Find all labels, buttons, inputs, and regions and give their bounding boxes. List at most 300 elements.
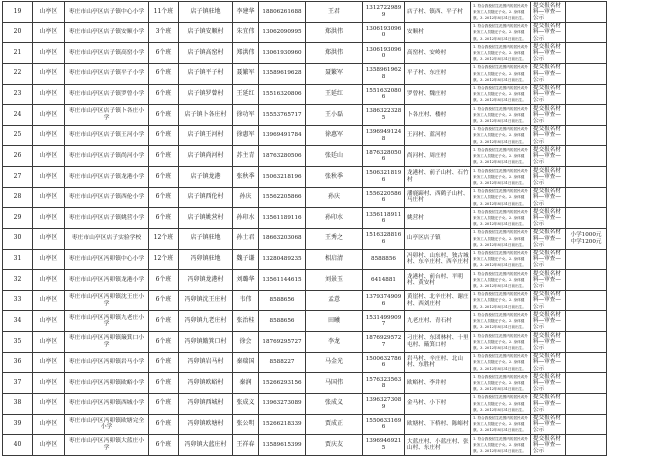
enrollment-villages: 罗曾村、魏庄村 xyxy=(407,91,447,98)
enrollment-conditions: 1. 符合我校招生范围内的居民或外来务工人员随迁子女。2. 身体健康。3. 2012年8月31日前出生。 xyxy=(473,354,528,371)
school-address: 冯卯镇欧峪村 xyxy=(187,378,224,386)
contact-phone: 15163288166 xyxy=(365,232,402,245)
district: 山亭区 xyxy=(39,234,58,242)
school-address: 冯卯镇簸箕口村 xyxy=(184,337,227,345)
enrollment-procedure: 提交报名材料—审查—公示 xyxy=(533,2,561,21)
row-number: 21 xyxy=(13,48,22,56)
class-count: 6个班 xyxy=(155,172,172,180)
enrollment-villages: 姚营村 xyxy=(407,214,424,221)
enrollment-procedure-cell xyxy=(531,2,566,22)
contact-phone-cell xyxy=(363,373,405,393)
principal-phone-cell xyxy=(259,167,306,187)
fee-note-cell xyxy=(566,353,607,373)
school-name-cell xyxy=(65,85,149,105)
principal-name: 徐惠军 xyxy=(236,131,255,139)
enrollment-villages: 王河村、蓝河村 xyxy=(407,132,447,139)
enrollment-conditions: 1. 符合我校招生范围内的居民或外来务工人员随迁子女。2. 身体健康。3. 2012年8月31日前出生。 xyxy=(473,168,528,185)
enrollment-villages: 尚河村、周庄村 xyxy=(407,152,447,159)
principal-name: 张成义 xyxy=(236,399,255,407)
contact-name: 王延红 xyxy=(324,90,343,98)
contact-name: 相启清 xyxy=(324,255,343,263)
school-address-cell xyxy=(179,332,233,352)
row-number: 40 xyxy=(13,440,22,448)
principal-name: 聂繁军 xyxy=(236,69,255,77)
principal-name: 孙印水 xyxy=(236,213,255,221)
enrollment-villages: 平子村、东庄村 xyxy=(407,70,447,77)
school-name: 枣庄市山亭区冯卯镇沈王庄小学 xyxy=(68,294,145,307)
principal-phone: 15266293156 xyxy=(262,379,302,386)
district-cell xyxy=(33,85,65,105)
principal-phone: 13062090995 xyxy=(262,29,302,36)
row-number: 27 xyxy=(13,172,22,180)
table-row xyxy=(3,146,607,167)
table-row xyxy=(3,64,607,85)
class-count-cell xyxy=(149,311,179,331)
principal-name-cell xyxy=(233,43,259,63)
district: 山亭区 xyxy=(39,28,58,36)
school-name-cell xyxy=(65,2,149,22)
class-count: 6个班 xyxy=(155,213,172,221)
contact-name: 孙印水 xyxy=(324,213,343,221)
principal-name-cell xyxy=(233,373,259,393)
row-number: 24 xyxy=(13,110,22,118)
contact-phone: 18763280506 xyxy=(365,149,402,163)
class-count: 6个班 xyxy=(155,378,172,386)
contact-phone-cell xyxy=(363,250,405,270)
class-count-cell xyxy=(149,394,179,414)
enrollment-villages: 龙港村、前子山村、石竹村 xyxy=(407,170,469,183)
enrollment-conditions: 1. 符合我校招生范围内的居民或外来务工人员随迁子女。2. 身体健康。3. 2012年8月31日前出生。 xyxy=(473,209,528,227)
school-address: 店子镇安顺村 xyxy=(187,28,224,36)
table-row xyxy=(3,105,607,126)
row-number: 25 xyxy=(13,131,22,139)
enrollment-conditions-cell xyxy=(471,373,531,393)
principal-phone-cell xyxy=(259,291,306,311)
principal-name: 孙庆 xyxy=(239,193,252,201)
school-address-cell xyxy=(179,43,233,63)
fee-note-cell xyxy=(566,435,607,455)
school-name-cell xyxy=(65,126,149,146)
contact-name: 郑洪伟 xyxy=(324,28,343,36)
enrollment-villages-cell xyxy=(405,270,471,290)
enrollment-conditions-cell xyxy=(471,250,531,270)
class-count: 6个班 xyxy=(155,275,172,283)
enrollment-villages-cell xyxy=(405,353,471,373)
enrollment-procedure-cell xyxy=(531,43,566,63)
contact-phone-cell xyxy=(363,167,405,187)
principal-phone-cell xyxy=(259,146,306,166)
table-row xyxy=(3,208,607,229)
class-count: 6个班 xyxy=(155,316,172,324)
principal-name: 韦伟 xyxy=(239,296,252,304)
principal-name-cell xyxy=(233,208,259,228)
principal-phone-cell xyxy=(259,105,306,125)
school-name-cell xyxy=(65,250,149,270)
principal-name: 苏主青 xyxy=(236,151,255,159)
contact-phone: 15516320806 xyxy=(365,87,402,101)
row-number: 20 xyxy=(13,28,22,36)
fee-note-cell xyxy=(566,188,607,208)
enrollment-villages: 黄崖村、北辛庄村、谢庄村、西刘庄村 xyxy=(407,294,469,307)
row-number: 39 xyxy=(13,420,22,428)
enrollment-procedure: 提交报名材料—审查—公示 xyxy=(533,126,561,145)
principal-phone-cell xyxy=(259,43,306,63)
contact-name: 李龙 xyxy=(327,337,340,345)
school-name-cell xyxy=(65,43,149,63)
enrollment-conditions: 1. 符合我校招生范围内的居民或外来务工人员随迁子女。2. 身体健康。3. 2012年8月31日前出生。 xyxy=(473,127,528,144)
class-count-cell xyxy=(149,105,179,125)
school-name-cell xyxy=(65,415,149,435)
school-name: 枣庄市山亭区冯卯镇欧峪小学 xyxy=(68,379,145,386)
school-name-cell xyxy=(65,270,149,290)
principal-name-cell xyxy=(233,332,259,352)
school-name-cell xyxy=(65,23,149,43)
enrollment-conditions-cell xyxy=(471,188,531,208)
row-number: 30 xyxy=(13,234,22,242)
table-row xyxy=(3,311,607,332)
enrollment-procedure-cell xyxy=(531,291,566,311)
enrollment-conditions: 1. 符合我校招生范围内的居民或外来务工人员随迁子女。2. 身体健康。3. 2012年8月31日前出生。 xyxy=(473,416,528,433)
enrollment-procedure-cell xyxy=(531,415,566,435)
school-address-cell xyxy=(179,167,233,187)
table-row xyxy=(3,250,607,271)
school-address: 店子镇尚河村 xyxy=(187,151,224,159)
school-address: 店子镇驻地 xyxy=(190,7,221,15)
district: 山亭区 xyxy=(39,7,58,15)
contact-phone-cell xyxy=(363,291,405,311)
school-address-cell xyxy=(179,126,233,146)
principal-name-cell xyxy=(233,146,259,166)
principal-phone-cell xyxy=(259,353,306,373)
enrollment-procedure-cell xyxy=(531,332,566,352)
enrollment-villages: 卜各庄村、楼村 xyxy=(407,111,447,118)
district: 山亭区 xyxy=(39,69,58,77)
school-address: 冯卯镇龙港村 xyxy=(187,275,224,283)
enrollment-procedure: 提交报名材料—审查—公示 xyxy=(533,353,561,372)
contact-phone-cell xyxy=(363,208,405,228)
contact-phone: 15562205866 xyxy=(365,190,402,204)
enrollment-villages-cell xyxy=(405,105,471,125)
enrollment-conditions: 1. 符合我校招生范围内的居民或外来务工人员随迁子女。2. 身体健康。3. 2012年8月31日前出生。 xyxy=(473,395,528,412)
school-address-cell xyxy=(179,208,233,228)
table-row xyxy=(3,394,607,415)
enrollment-conditions: 1. 符合我校招生范围内的居民或外来务工人员随迁子女。2. 身体健康。3. 2012年8月31日前出生。 xyxy=(473,65,528,82)
principal-phone-cell xyxy=(259,23,306,43)
enrollment-procedure-cell xyxy=(531,167,566,187)
principal-name: 秦瑞国 xyxy=(236,358,255,366)
school-name: 枣庄市山亭区冯卯镇欧塘完全小学 xyxy=(68,417,145,431)
class-count: 6个班 xyxy=(155,131,172,139)
principal-name-cell xyxy=(233,2,259,22)
district: 山亭区 xyxy=(39,213,58,221)
enrollment-villages: 安顺村 xyxy=(407,29,424,36)
principal-name: 徐会 xyxy=(239,337,252,345)
enrollment-conditions-cell xyxy=(471,270,531,290)
row-number: 33 xyxy=(13,296,22,304)
table-row xyxy=(3,332,607,353)
district-cell xyxy=(33,415,65,435)
school-address-cell xyxy=(179,23,233,43)
contact-phone: 13061930960 xyxy=(365,46,402,60)
district-cell xyxy=(33,105,65,125)
school-address: 店子镇西伦村 xyxy=(187,193,224,201)
enrollment-conditions-cell xyxy=(471,394,531,414)
school-address: 冯卯镇九老庄村 xyxy=(184,316,227,324)
table-row xyxy=(3,291,607,312)
class-count: 6个班 xyxy=(155,90,172,98)
row-number-cell xyxy=(3,311,33,331)
table-row xyxy=(3,2,607,23)
enrollment-procedure: 提交报名材料—审查—公示 xyxy=(533,435,561,455)
contact-phone: 18769295727 xyxy=(365,335,402,348)
contact-name: 郑洪伟 xyxy=(324,48,343,56)
enrollment-procedure-cell xyxy=(531,311,566,331)
principal-phone: 15063218196 xyxy=(262,173,302,180)
class-count: 3个班 xyxy=(155,28,172,36)
school-address: 冯卯镇欧塘村 xyxy=(187,420,224,428)
principal-phone: 8588227 xyxy=(269,359,295,366)
enrollment-conditions-cell xyxy=(471,167,531,187)
class-count-cell xyxy=(149,43,179,63)
row-number: 35 xyxy=(13,337,22,345)
fee-note-cell xyxy=(566,167,607,187)
contact-name-cell xyxy=(306,208,363,228)
table-row xyxy=(3,85,607,106)
principal-name-cell xyxy=(233,270,259,290)
enrollment-conditions: 1. 符合我校招生范围内的居民或外来务工人员随迁子女。2. 身体健康。3. 2012年8月31日前出生。 xyxy=(473,189,528,206)
fee-note-cell xyxy=(566,250,607,270)
contact-phone-cell xyxy=(363,415,405,435)
contact-name-cell xyxy=(306,435,363,455)
contact-phone: 15006327866 xyxy=(365,355,402,369)
principal-phone-cell xyxy=(259,373,306,393)
row-number: 23 xyxy=(13,90,22,98)
principal-name-cell xyxy=(233,415,259,435)
school-name-cell xyxy=(65,332,149,352)
enrollment-table xyxy=(2,1,607,456)
contact-phone: 13127229899 xyxy=(365,5,402,18)
school-address: 冯卯镇沈王庄村 xyxy=(184,296,227,304)
school-name: 枣庄市山亭区冯卯镇簸箕口小学 xyxy=(68,335,145,348)
contact-phone-cell xyxy=(363,23,405,43)
fee-note-cell xyxy=(566,105,607,125)
school-address: 店子镇王河村 xyxy=(187,131,224,139)
school-address-cell xyxy=(179,373,233,393)
school-address: 店子镇平子村 xyxy=(187,69,224,77)
table-row xyxy=(3,373,607,394)
enrollment-villages-cell xyxy=(405,23,471,43)
school-address-cell xyxy=(179,2,233,22)
principal-phone-cell xyxy=(259,415,306,435)
class-count-cell xyxy=(149,23,179,43)
enrollment-procedure-cell xyxy=(531,23,566,43)
contact-name: 刘景玉 xyxy=(324,275,343,283)
school-name: 枣庄市山亭区冯卯镇龙港小学 xyxy=(68,276,145,283)
enrollment-villages-cell xyxy=(405,332,471,352)
contact-name-cell xyxy=(306,311,363,331)
class-count: 6个班 xyxy=(155,296,172,304)
class-count-cell xyxy=(149,415,179,435)
enrollment-conditions-cell xyxy=(471,105,531,125)
enrollment-conditions-cell xyxy=(471,291,531,311)
school-name-cell xyxy=(65,353,149,373)
district-cell xyxy=(33,64,65,84)
enrollment-procedure-cell xyxy=(531,250,566,270)
table-row xyxy=(3,23,607,44)
contact-name-cell xyxy=(306,85,363,105)
row-number-cell xyxy=(3,126,33,146)
principal-name: 张治桂 xyxy=(236,316,255,324)
principal-phone-cell xyxy=(259,64,306,84)
contact-name-cell xyxy=(306,126,363,146)
enrollment-procedure-cell xyxy=(531,373,566,393)
district-cell xyxy=(33,126,65,146)
district-cell xyxy=(33,229,65,249)
principal-name: 朱宜伟 xyxy=(236,28,255,36)
principal-name: 张公明 xyxy=(236,420,255,428)
school-name: 枣庄市山亭区店子实验学校 xyxy=(71,235,142,242)
principal-name: 孙士君 xyxy=(236,234,255,242)
table-row xyxy=(3,415,607,436)
contact-phone-cell xyxy=(363,353,405,373)
principal-phone-cell xyxy=(259,208,306,228)
row-number-cell xyxy=(3,373,33,393)
school-address: 冯卯镇西城村 xyxy=(187,399,224,407)
district-cell xyxy=(33,167,65,187)
contact-name-cell xyxy=(306,250,363,270)
enrollment-villages-cell xyxy=(405,291,471,311)
contact-name: 王秀之 xyxy=(324,234,343,242)
row-number-cell xyxy=(3,85,33,105)
enrollment-conditions: 1. 符合我校招生范围内的居民或外来务工人员随迁子女。2. 身体健康。3. 2012年8月31日前出生。 xyxy=(473,3,528,20)
principal-name-cell xyxy=(233,353,259,373)
school-name: 枣庄市山亭区店子镇安顺小学 xyxy=(68,29,145,36)
contact-phone: 15506331696 xyxy=(365,417,402,431)
enrollment-villages: 山亭区店子镇 xyxy=(407,235,441,242)
enrollment-villages-cell xyxy=(405,126,471,146)
principal-name: 张秋季 xyxy=(236,172,255,180)
principal-name: 秦润 xyxy=(239,378,252,386)
fee-note-cell xyxy=(566,270,607,290)
district: 山亭区 xyxy=(39,255,58,263)
principal-phone: 13963273089 xyxy=(262,400,302,407)
enrollment-villages-cell xyxy=(405,2,471,22)
contact-phone: 15314999097 xyxy=(365,314,402,328)
row-number: 19 xyxy=(13,7,22,15)
principal-phone-cell xyxy=(259,85,306,105)
enrollment-procedure: 提交报名材料—审查—公示 xyxy=(533,105,561,125)
contact-name: 王小磊 xyxy=(324,110,343,118)
school-address-cell xyxy=(179,250,233,270)
class-count: 6个班 xyxy=(155,193,172,201)
enrollment-procedure-cell xyxy=(531,85,566,105)
district-cell xyxy=(33,208,65,228)
fee-note-cell xyxy=(566,146,607,166)
contact-name: 徐惠军 xyxy=(324,131,343,139)
school-name-cell xyxy=(65,291,149,311)
enrollment-procedure-cell xyxy=(531,208,566,228)
contact-phone: 13969469215 xyxy=(365,438,402,451)
principal-phone: 18806261688 xyxy=(262,8,302,15)
school-address-cell xyxy=(179,270,233,290)
enrollment-conditions-cell xyxy=(471,229,531,249)
school-address: 冯卯镇大蓝庄村 xyxy=(184,440,227,448)
principal-name-cell xyxy=(233,64,259,84)
contact-name-cell xyxy=(306,43,363,63)
principal-name: 刘璐华 xyxy=(236,275,255,283)
contact-phone: 6414881 xyxy=(371,276,396,283)
district: 山亭区 xyxy=(39,48,58,56)
principal-phone: 13061930960 xyxy=(262,49,302,56)
table-row xyxy=(3,188,607,209)
school-name-cell xyxy=(65,188,149,208)
school-address: 冯卯镇驻地 xyxy=(190,255,221,263)
enrollment-villages-cell xyxy=(405,229,471,249)
row-number-cell xyxy=(3,435,33,455)
contact-phone-cell xyxy=(363,146,405,166)
principal-phone: 8588656 xyxy=(269,317,295,324)
enrollment-villages-cell xyxy=(405,373,471,393)
contact-phone-cell xyxy=(363,64,405,84)
principal-name: 王祥春 xyxy=(236,440,255,448)
school-address-cell xyxy=(179,291,233,311)
principal-phone: 13561189116 xyxy=(262,214,302,221)
school-name-cell xyxy=(65,373,149,393)
enrollment-villages: 冯卯村、山东村、独古城村、东辛庄村、西辛庄村 xyxy=(407,252,469,266)
enrollment-procedure: 提交报名材料—审查—公示 xyxy=(533,146,561,166)
district: 山亭区 xyxy=(39,358,58,366)
school-name: 枣庄市山亭区冯卯镇西城小学 xyxy=(68,400,145,407)
principal-phone: 13969491784 xyxy=(262,132,302,139)
principal-name-cell xyxy=(233,85,259,105)
row-number-cell xyxy=(3,188,33,208)
fee-note-cell xyxy=(566,229,607,249)
enrollment-conditions-cell xyxy=(471,23,531,43)
school-name-cell xyxy=(65,167,149,187)
enrollment-procedure: 提交报名材料—审查—公示 xyxy=(533,85,561,104)
fee-note-cell xyxy=(566,23,607,43)
principal-name-cell xyxy=(233,394,259,414)
contact-name: 聂繁军 xyxy=(324,69,343,77)
enrollment-procedure: 提交报名材料—审查—公示 xyxy=(533,311,561,331)
contact-name-cell xyxy=(306,188,363,208)
class-count-cell xyxy=(149,291,179,311)
class-count: 6个班 xyxy=(155,337,172,345)
enrollment-procedure-cell xyxy=(531,435,566,455)
class-count-cell xyxy=(149,250,179,270)
contact-phone: 15063218196 xyxy=(365,170,402,183)
enrollment-conditions-cell xyxy=(471,64,531,84)
principal-phone: 15516320806 xyxy=(262,91,302,98)
district: 山亭区 xyxy=(39,131,58,139)
principal-name-cell xyxy=(233,229,259,249)
enrollment-conditions-cell xyxy=(471,43,531,63)
district: 山亭区 xyxy=(39,296,58,304)
school-name: 枣庄市山亭区店子镇中心小学 xyxy=(68,8,145,15)
contact-phone-cell xyxy=(363,394,405,414)
enrollment-conditions-cell xyxy=(471,208,531,228)
class-count-cell xyxy=(149,353,179,373)
row-number-cell xyxy=(3,43,33,63)
contact-name-cell xyxy=(306,415,363,435)
contact-phone: 15763235638 xyxy=(365,376,402,390)
fee-note-cell xyxy=(566,85,607,105)
enrollment-villages-cell xyxy=(405,208,471,228)
district-cell xyxy=(33,188,65,208)
principal-phone-cell xyxy=(259,2,306,22)
class-count: 6个班 xyxy=(155,151,172,159)
row-number-cell xyxy=(3,415,33,435)
